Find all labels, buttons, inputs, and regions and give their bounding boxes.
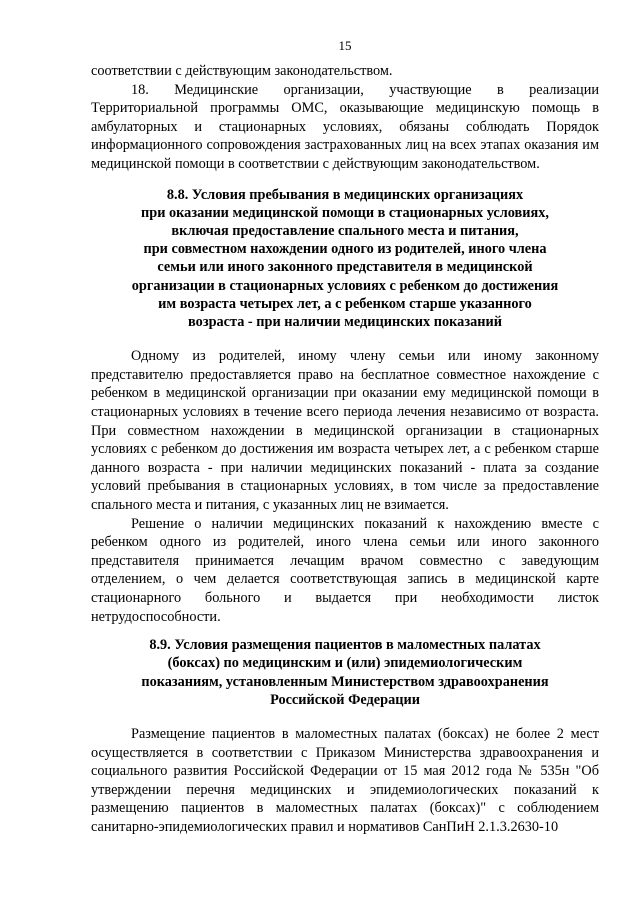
document-page — [91, 0, 599, 905]
document-body — [91, 62, 599, 836]
heading-line: семьи или иного законного представителя в медицинской — [157, 259, 533, 276]
paragraph-item-18: 18. Медицинские организации, участвующие в реализации Территориальной программы ОМС, оказывающие медицинскую помощь в амбулаторных и стационарных условиях, обязаны соблюдать Порядок информационного сопровождения застрахованных лиц на всех этапах оказания им медицинской помощи в соответствии с действующим законодательством. — [91, 81, 599, 172]
heading-line: при оказании медицинской помощи в стационарных условиях, — [141, 204, 549, 221]
heading-line: возраста - при наличии медицинских показаний — [188, 313, 502, 330]
heading-line: 8.9. Условия размещения пациентов в маломестных палатах — [149, 637, 541, 654]
page-number: 15 — [338, 38, 352, 53]
heading-line: организации в стационарных условиях с ребенком до достижения — [131, 277, 559, 294]
section-8-8-paragraph: Решение о наличии медицинских показаний к нахождению вместе с ребенком одного из родителей, иного члена семьи или иного законного представителя принимается лечащим врачом совместно с заведующим отделением, о чем делается соответствующая запись в медицинской карте стационарного больного и выдается при необходимости листок нетрудоспособности. — [91, 515, 599, 625]
section-8-8-paragraph: Одному из родителей, иному члену семьи или иному законному представителю предоставляется право на бесплатное совместное нахождение с ребенком в медицинской организации при оказании ему медицинской помощи в стационарных условиях в течение всего периода лечения независимо от возраста. При совместном нахождении в медицинской организации в стационарных условиях с ребенком до достижения им возраста четырех лет, а с ребенком старше данного возраста - при наличии медицинских показаний - плата за создание условий пребывания в стационарных условиях, в том числе за предоставление спального места и питания, с указанных лиц не взимается. — [91, 348, 599, 513]
heading-line: 8.8. Условия пребывания в медицинских организациях — [166, 186, 524, 203]
heading-line: при совместном нахождении одного из родителей, иного члена — [143, 241, 547, 258]
heading-line: включая предоставление спального места и питания, — [171, 222, 519, 239]
heading-line: показаниям, установленным Министерством здравоохранения — [141, 673, 549, 690]
heading-line: Российской Федерации — [270, 691, 420, 708]
heading-line: им возраста четырех лет, а с ребенком старше указанного — [158, 295, 532, 312]
section-8-9-paragraph: Размещение пациентов в маломестных палатах (боксах) не более 2 мест осуществляется в соответствии с Приказом Министерства здравоохранения и социального развития Российской Федерации от 15 мая 2012 года № 535н "Об утверждении перечня медицинских и эпидемиологических показаний к размещению пациентов в маломестных палатах (боксах)" с соблюдением санитарно-эпидемиологических правил и нормативов СанПиН 2.1.3.2630-10 — [91, 725, 599, 835]
paragraph-continuation: соответствии с действующим законодательством. — [91, 63, 393, 79]
heading-line: (боксах) по медицинским и (или) эпидемиологическим — [167, 655, 523, 672]
section-8-9-heading — [91, 636, 599, 709]
section-8-8-heading — [91, 186, 599, 332]
